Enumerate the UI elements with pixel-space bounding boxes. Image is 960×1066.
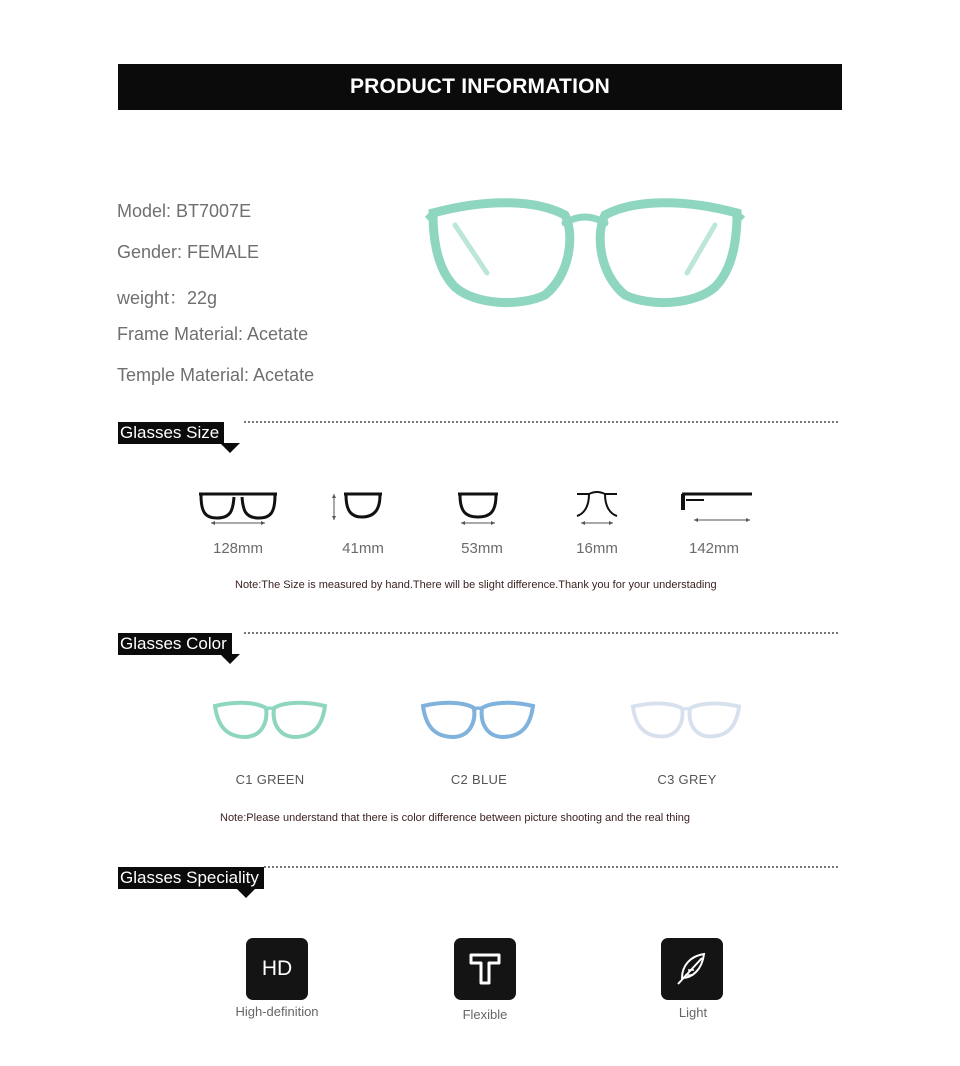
glasses-green-image (212, 700, 328, 744)
lens-height-icon (330, 490, 384, 524)
color-label-green: C1 GREEN (235, 772, 305, 787)
spec-model: Model: BT7007E (117, 201, 252, 221)
color-label-grey: C3 GREY (657, 772, 717, 787)
color-note: Note:Please understand that there is color difference between picture shooting and the real thing (220, 812, 691, 824)
spec-gender: Gender: FEMALE (117, 242, 260, 262)
spec-frame-material: Frame Material: Acetate (117, 324, 309, 344)
size-value-lens-height: 41mm (342, 540, 384, 557)
size-value-temple-length: 142mm (688, 540, 740, 557)
hd-icon-text: HD (261, 957, 293, 980)
section-divider (244, 632, 838, 634)
speciality-label-light: Light (678, 1005, 708, 1020)
section-divider (244, 421, 838, 423)
section-tab-glasses-size (118, 422, 224, 444)
speciality-label-hd: High-definition (235, 1004, 319, 1019)
lens-width-icon (456, 490, 500, 526)
feather-icon (661, 938, 723, 1000)
section-title: Glasses Speciality (120, 868, 259, 887)
size-value-lens-width: 53mm (461, 540, 503, 557)
banner-title: PRODUCT INFORMATION (349, 75, 611, 98)
glasses-blue-image (420, 700, 536, 744)
speciality-label-flexible: Flexible (462, 1007, 508, 1022)
product-information-banner (118, 64, 842, 110)
size-value-frame-width: 128mm (212, 540, 264, 557)
size-note: Note:The Size is measured by hand.There will be slight difference.Thank you for your understading (235, 579, 717, 591)
section-title: Glasses Size (120, 423, 220, 442)
section-divider (264, 866, 838, 868)
temple-length-icon (680, 490, 754, 526)
frame-width-icon (197, 490, 279, 526)
glasses-grey-image (630, 700, 742, 744)
section-pointer (236, 888, 256, 898)
bridge-width-icon (575, 490, 619, 526)
spec-temple-material: Temple Material: Acetate (117, 365, 315, 385)
section-pointer (220, 443, 240, 453)
section-tab-glasses-color (118, 633, 232, 655)
spec-weight: weight：22g (117, 288, 218, 308)
color-label-blue: C2 BLUE (450, 772, 508, 787)
section-title: Glasses Color (120, 634, 227, 653)
section-tab-glasses-speciality (118, 867, 264, 889)
product-glasses-image (425, 195, 745, 315)
size-value-bridge-width: 16mm (576, 540, 618, 557)
section-pointer (220, 654, 240, 664)
hd-icon (246, 938, 308, 1000)
hammer-icon (454, 938, 516, 1000)
